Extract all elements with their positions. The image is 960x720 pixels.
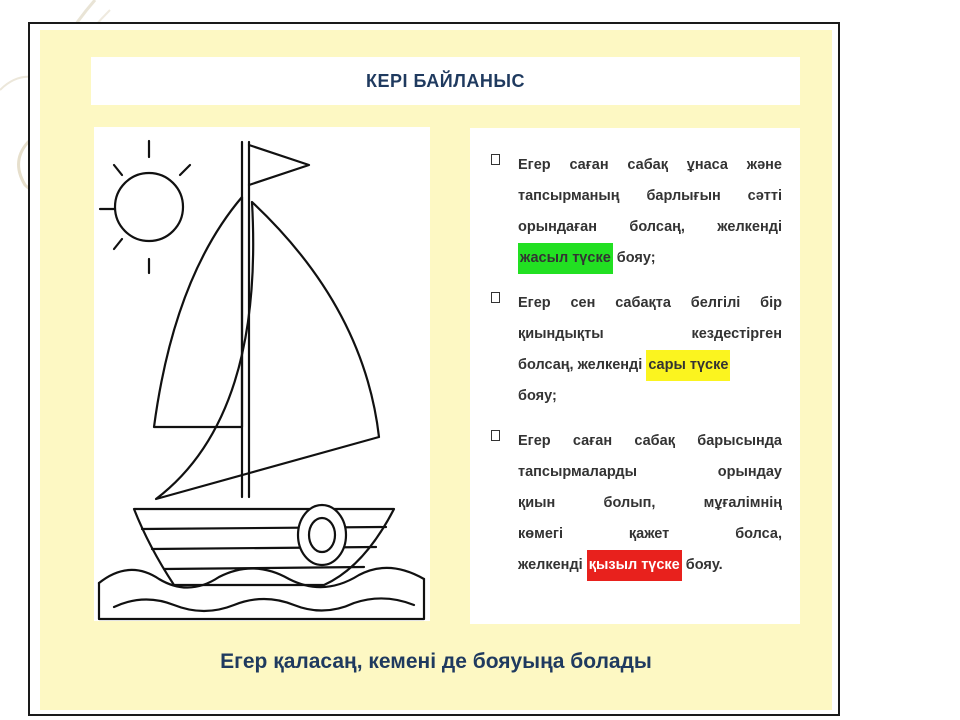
page-title: КЕРІ БАЙЛАНЫС <box>366 70 525 91</box>
checkbox-bullet-icon <box>491 430 500 441</box>
text-line <box>518 488 782 519</box>
text-before: болсаң, желкенді <box>518 357 647 373</box>
text-line <box>518 243 782 274</box>
highlight-yellow: сары түске <box>646 350 730 381</box>
text-line: бояу; <box>518 388 557 404</box>
word: сабақ <box>634 433 675 449</box>
instruction-item-yellow <box>518 288 782 412</box>
word: мұғалімнің <box>703 495 782 511</box>
word: сәтті <box>747 188 782 204</box>
word: сабақ <box>627 157 668 173</box>
instruction-item-red <box>518 426 782 581</box>
text-line <box>518 457 782 488</box>
text-line <box>518 288 782 319</box>
instruction-item-green <box>518 150 782 274</box>
word: сен <box>570 295 596 311</box>
word: Егер <box>518 433 551 449</box>
word: және <box>746 157 782 173</box>
checkbox-bullet-icon <box>491 154 500 165</box>
highlight-red: қызыл түске <box>587 550 682 581</box>
text-line <box>518 519 782 550</box>
word: белгілі <box>690 295 741 311</box>
text-line <box>518 150 782 181</box>
text-line <box>518 350 782 381</box>
word: желкенді <box>717 219 782 235</box>
text-line <box>518 181 782 212</box>
slide-panel <box>40 30 832 710</box>
word: болып, <box>603 495 656 511</box>
word: қиын <box>518 495 556 511</box>
word: орындау <box>717 464 782 480</box>
footer-caption: Егер қаласаң, кемені де бояуыңа болады <box>220 650 652 673</box>
word: Егер <box>518 157 551 173</box>
word: қиындықты <box>518 326 604 342</box>
word: барысында <box>697 433 782 449</box>
text-before: желкенді <box>518 557 587 573</box>
text-line <box>518 550 782 581</box>
sailboat-image <box>94 127 430 621</box>
word: кездестірген <box>691 326 782 342</box>
word: Егер <box>518 295 551 311</box>
word: барлығын <box>646 188 721 204</box>
word: саған <box>569 157 609 173</box>
sailboat-coloring-icon <box>94 127 430 621</box>
word: тапсырманың <box>518 188 620 204</box>
word: бір <box>760 295 782 311</box>
text-line <box>518 212 782 243</box>
word: болса, <box>735 526 782 542</box>
text-after: бояу; <box>612 250 656 266</box>
word: болсаң, <box>629 219 685 235</box>
title-box <box>91 57 800 105</box>
word: саған <box>572 433 613 449</box>
text-line <box>518 319 782 350</box>
word: ұнаса <box>686 157 728 173</box>
word: қажет <box>628 526 670 542</box>
word: сабақта <box>615 295 671 311</box>
text-after: бояу. <box>681 557 723 573</box>
checkbox-bullet-icon <box>491 292 500 303</box>
word: орындаған <box>518 219 597 235</box>
word: көмегі <box>518 526 563 542</box>
word: тапсырмаларды <box>518 464 637 480</box>
highlight-green: жасыл түске <box>518 243 613 274</box>
instructions-box <box>470 128 800 624</box>
text-line <box>518 426 782 457</box>
